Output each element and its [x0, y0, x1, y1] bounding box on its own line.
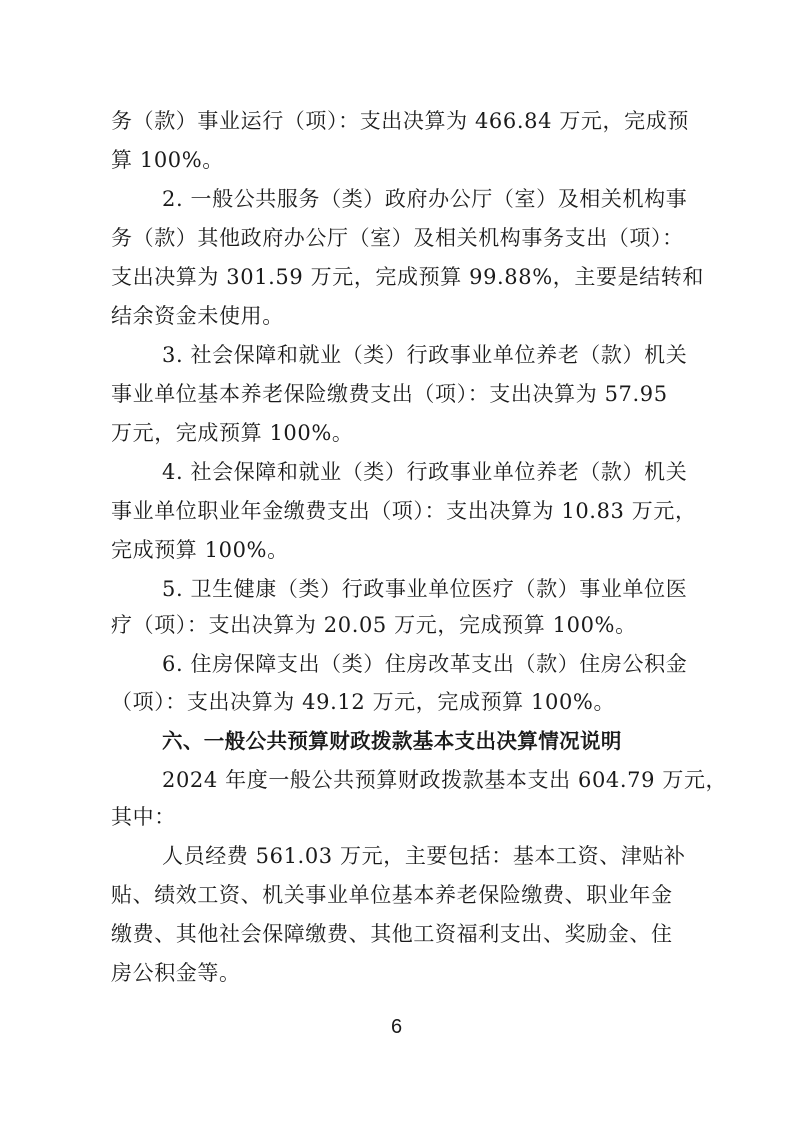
item-6-line: 6. 住房保障支出（类）住房改革支出（款）住房公积金 — [162, 652, 688, 676]
text-line: （项）：支出决算为 49.12 万元，完成预算 100%。 — [111, 690, 616, 714]
text-line: 事业单位职业年金缴费支出（项）：支出决算为 10.83 万元， — [111, 499, 697, 523]
text-line: 房公积金等。 — [111, 961, 241, 985]
item-3-line: 3. 社会保障和就业（类）行政事业单位养老（款）机关 — [162, 343, 688, 367]
text-line: 务（款）其他政府办公厅（室）及相关机构事务支出（项）： — [111, 226, 684, 250]
text-line: 万元，完成预算 100%。 — [111, 421, 354, 445]
text-line: 疗（项）：支出决算为 20.05 万元，完成预算 100%。 — [111, 613, 637, 637]
paragraph-line: 人员经费 561.03 万元，主要包括：基本工资、津贴补 — [162, 844, 686, 868]
text-line: 贴、绩效工资、机关事业单位基本养老保险缴费、职业年金 — [111, 883, 673, 907]
text-line: 算 100%。 — [111, 148, 224, 172]
page-number: 6 — [390, 1016, 403, 1038]
item-4-line: 4. 社会保障和就业（类）行政事业单位养老（款）机关 — [162, 460, 688, 484]
text-line: 务（款）事业运行（项）：支出决算为 466.84 万元，完成预 — [111, 109, 689, 133]
item-2-line: 2. 一般公共服务（类）政府办公厅（室）及相关机构事 — [162, 187, 688, 211]
paragraph-line: 2024 年度一般公共预算财政拨款基本支出 604.79 万元， — [162, 768, 728, 792]
text-line: 缴费、其他社会保障缴费、其他工资福利支出、奖励金、住 — [111, 922, 673, 946]
text-line: 结余资金未使用。 — [111, 304, 284, 328]
item-5-line: 5. 卫生健康（类）行政事业单位医疗（款）事业单位医 — [162, 577, 688, 601]
text-line: 其中： — [111, 805, 176, 829]
text-line: 支出决算为 301.59 万元，完成预算 99.88%，主要是结转和 — [111, 265, 704, 289]
text-line: 完成预算 100%。 — [111, 538, 289, 562]
section-heading: 六、一般公共预算财政拨款基本支出决算情况说明 — [162, 729, 622, 753]
text-line: 事业单位基本养老保险缴费支出（项）：支出决算为 57.95 — [111, 382, 668, 406]
